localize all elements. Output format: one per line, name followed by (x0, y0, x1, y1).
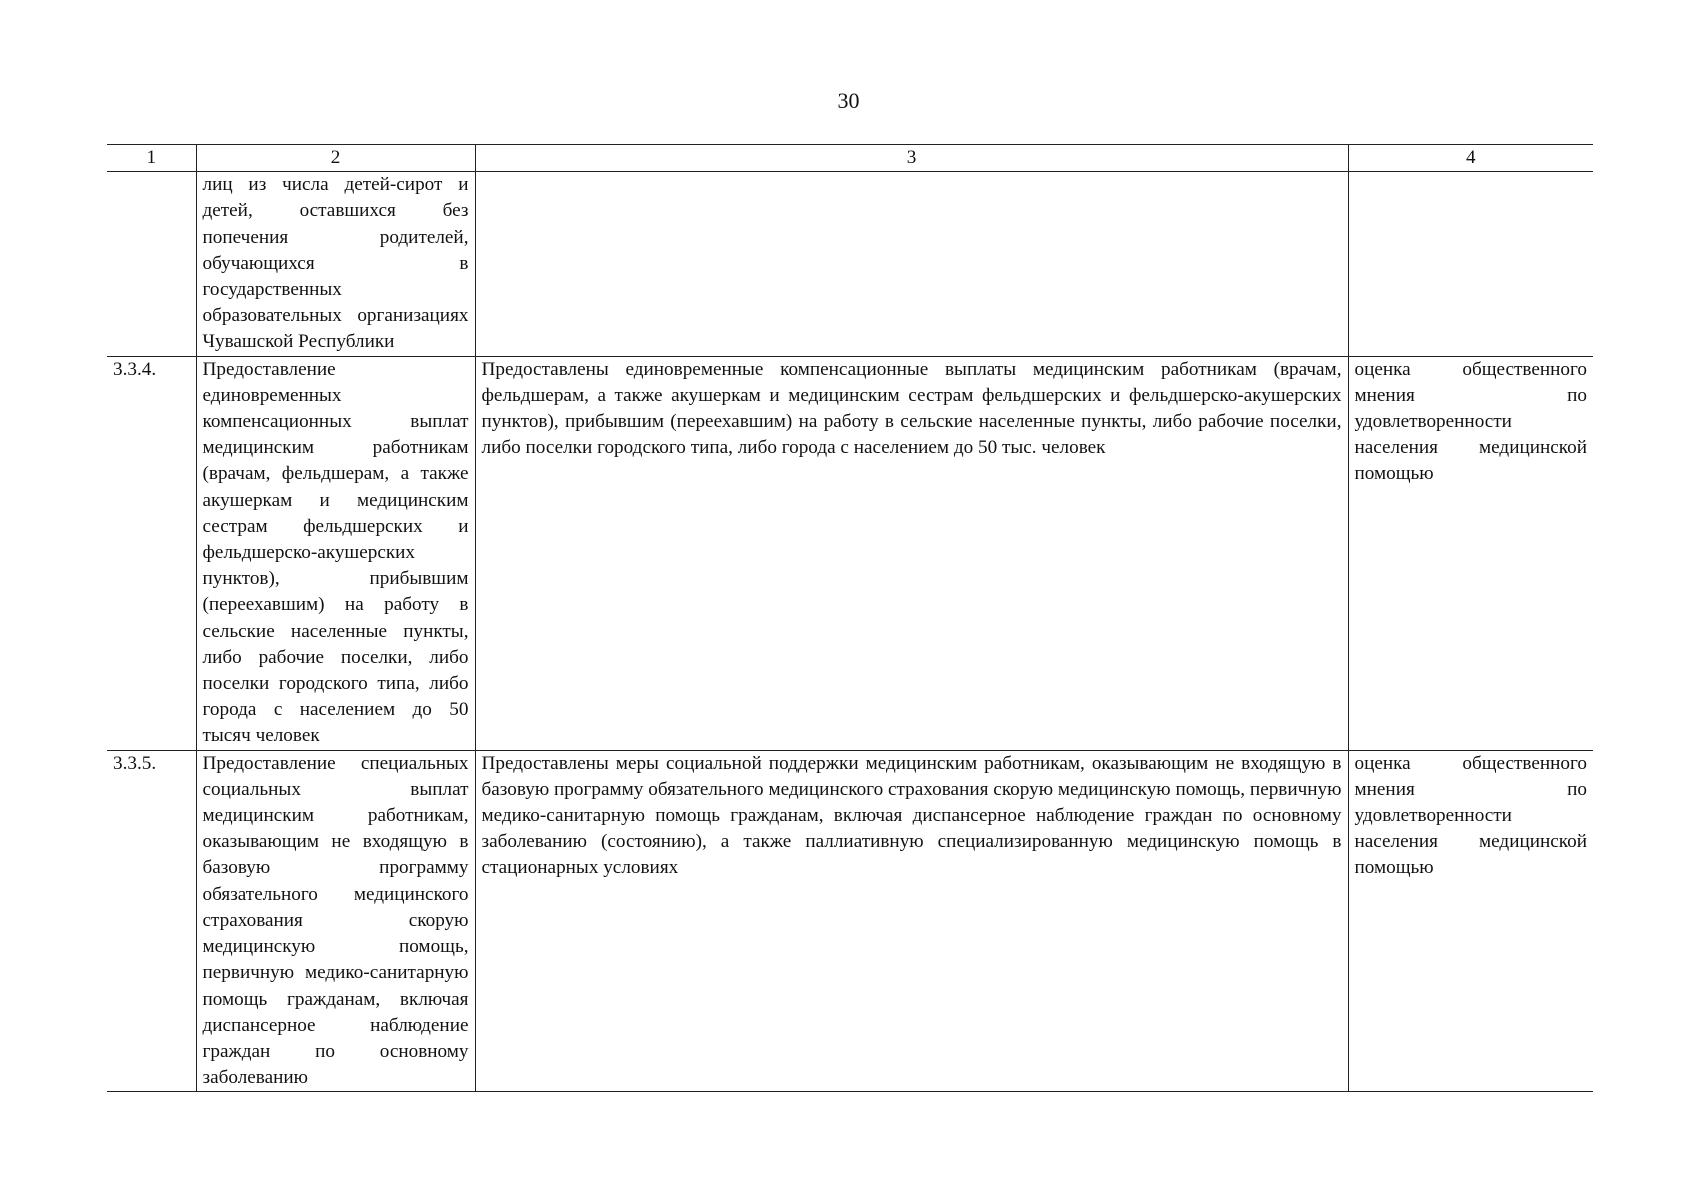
column-header-2: 2 (196, 145, 475, 172)
measures-table (107, 144, 1593, 1092)
measure-result: Предоставлены единовременные компенсационные выплаты медицинским работникам (врачам, фельдшерам, а также акушеркам и медицинским сестрам фельдшерских и фельдшерско-акушерских пунктов), прибывшим (переехавшим) на работу в сельские населенные пункты, либо рабочие поселки, либо поселки городского типа, либо города с населением до 50 тыс. человек (475, 356, 1348, 750)
measure-name-text: лиц из числа детей-сирот и детей, оставшихся без попечения родителей, обучающихся в государственных образовательных организациях Чувашской Республики (202, 174, 469, 353)
measure-indicator: оценка общественного мнения по удовлетворенности населения медицинской помощью (1348, 356, 1593, 750)
row-number (107, 172, 196, 356)
measure-indicator: оценка общественного мнения по удовлетворенности населения медицинской помощью (1348, 750, 1593, 1092)
measure-name (196, 356, 475, 750)
column-header-3: 3 (475, 145, 1348, 172)
column-header-4: 4 (1348, 145, 1593, 172)
measure-result (475, 172, 1348, 356)
column-header-1: 1 (107, 145, 196, 172)
table-header (107, 145, 1593, 172)
page-number: 30 (837, 88, 860, 113)
table-row (107, 750, 1593, 1092)
table-row (107, 356, 1593, 750)
measure-name (196, 172, 475, 356)
measure-name-text: Предоставление специальных социальных выплат медицинским работникам, оказывающим не входящую в базовую программу обязательного медицинского страхования скорую медицинскую помощь, первичную медико-санитарную помощь гражданам, включая диспансерное наблюдение граждан по основному заболеванию (202, 752, 469, 1089)
measure-name-text: Предоставление единовременных компенсационных выплат медицинским работникам (врачам, фельдшерам, а также акушеркам и медицинским сестрам фельдшерских и фельдшерско-акушерских пунктов), прибывшим (переехавшим) на работу в сельские населенные пункты, либо рабочие поселки, либо поселки городского типа, либо города с населением до 50 тысяч человек (202, 358, 469, 747)
row-number: 3.3.4. (107, 356, 196, 750)
measure-name (196, 750, 475, 1092)
measure-result: Предоставлены меры социальной поддержки медицинским работникам, оказывающим не входящую в базовую программу обязательного медицинского страхования скорую медицинскую помощь, первичную медико-санитарную помощь гражданам, включая диспансерное наблюдение граждан по основному заболеванию (состоянию), а также паллиативную специализированную медицинскую помощь в стационарных условиях (475, 750, 1348, 1092)
row-number: 3.3.5. (107, 750, 196, 1092)
measure-indicator (1348, 172, 1593, 356)
table-row (107, 172, 1593, 356)
